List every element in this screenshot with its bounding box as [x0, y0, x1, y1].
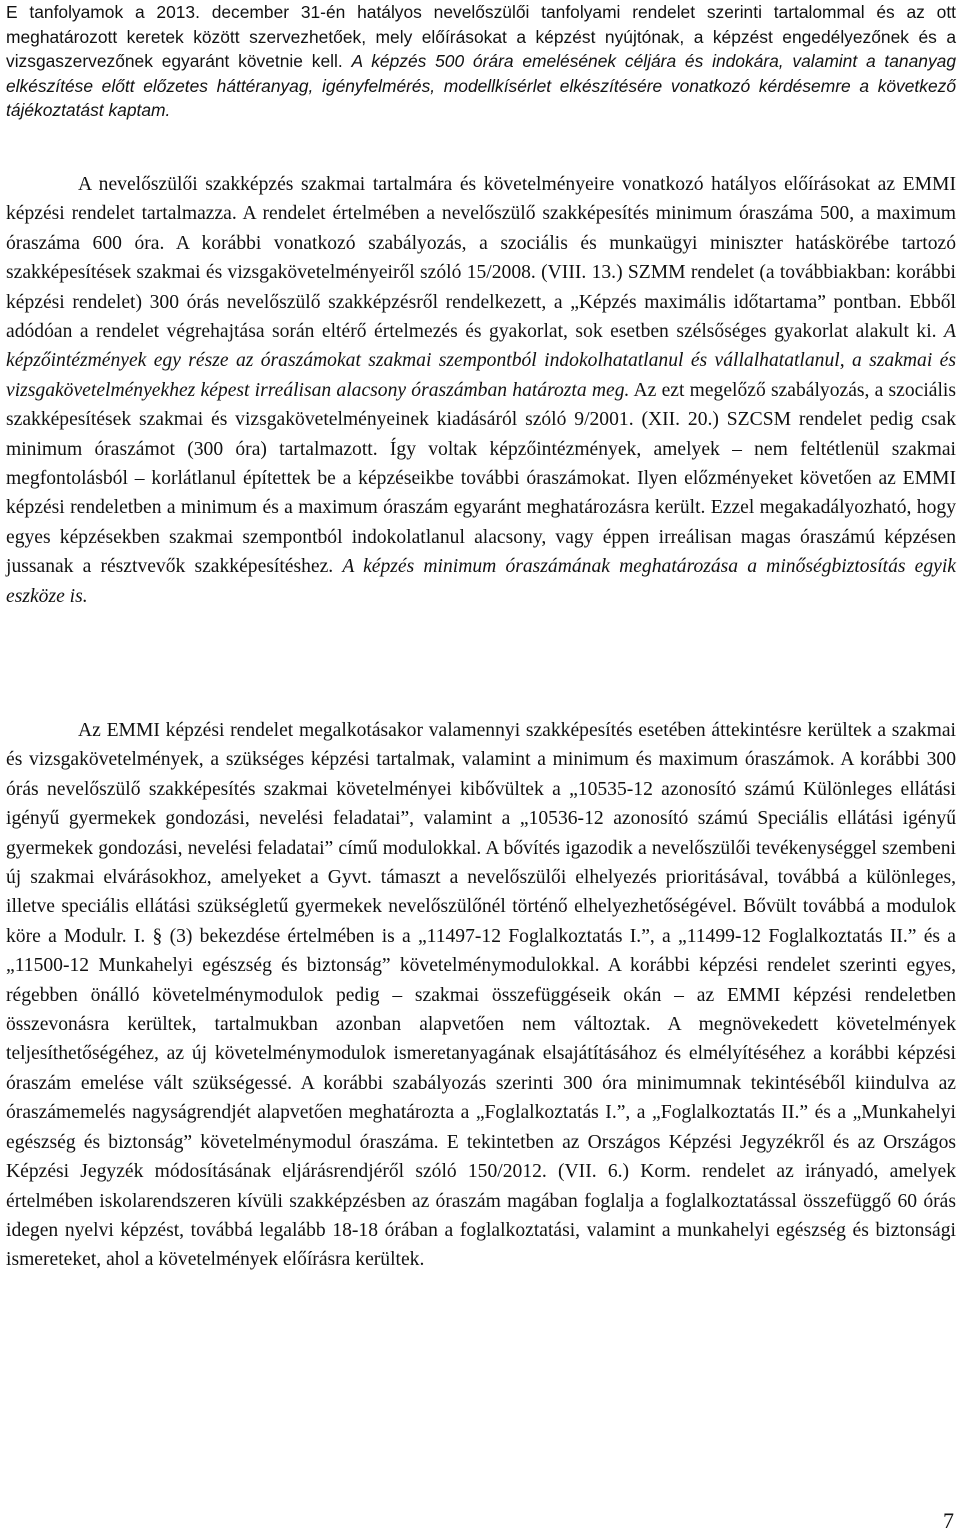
- p1-text-a: A nevelőszülői szakképzés szakmai tartalmára és követelményeire vonatkozó hatályos előírásokat az EMMI képzési rendelet tartalmazza. A rendelet értelmében a nevelőszülő szakképesítés minimum óraszáma 500, a maximum óraszáma 600 óra. A korábbi vonatkozó szabályozás, a szociális és munkaügyi miniszter hatáskörébe tartozó szakképesítések szakmai és vizsgakövetelményeiről szóló 15/2008. (VIII. 13.) SZMM rendelet (a továbbiakban: korábbi képzési rendelet) 300 órás nevelőszülő szakképzésről rendelkezett, a „Képzés maximális időtartama” pontban. Ebből adódóan a rendelet végrehajtása során eltérő értelmezés és gyakorlat, sok esetben szélsőséges gyakorlat alakult ki.: [6, 174, 956, 343]
- paragraph-hours-regulation: [6, 170, 956, 611]
- p1-italic-d: A képzés minimum óraszámának meghatározása a minőségbiztosítás egyik eszköze is.: [6, 556, 957, 607]
- p2-text: Az EMMI képzési rendelet megalkotásakor valamennyi szakképesítés esetében áttekintésre kerültek a szakmai és vizsgakövetelmények, a szükséges képzési tartalmak, valamint a minimum és maximum óraszámok. A korábbi 300 órás nevelőszülő szakképesítés szakmai követelményei kibővültek a „10535-12 azonosító számú Különleges ellátási igényű gyermekek gondozási, nevelési feladatai”, valamint a „10536-12 azonosító számú Speciális ellátási igényű gyermekek gondozási, nevelési feladatai” című modulokkal. A bővítés igazodik a nevelőszülői tevékenységgel szembeni új szakmai elvárásokhoz, amelyeket a Gyvt. támaszt a nevelőszülői elhelyezés prioritásával, továbbá a különleges, illetve speciális ellátási szükségletű gyermekek nevelőszülőnél történő elhelyezhetőségével. Bővült továbbá a modulok köre a Modulr. I. § (3) bekezdése értelmében is a „11497-12 Foglalkoztatás I.”, a „11499-12 Foglalkoztatás II.” és a „11500-12 Munkahelyi egészség és biztonság” követelménymodulokkal. A korábbi képzési rendelet szerinti egyes, régebben önálló követelménymodulok pedig – szakmai összefüggéseik okán – az EMMI képzési rendeletben összevonásra kerültek, tartalmukban azonban alapvetően nem változtak. A megnövekedett követelmények teljesíthetőségéhez, az új követelménymodulok ismeretanyagának elsajátításához és elmélyítéséhez a korábbi képzési óraszám emelése vált szükségessé. A korábbi szabályozás szerinti 300 óra minimumnak tekintéséből kiindulva az óraszámemelés nagyságrendjét alapvetően meghatározta a „Foglalkoztatás I.”, a „Foglalkoztatás II.” és a „Munkahelyi egészség és biztonság” követelménymodul óraszáma. E tekintetben az Országos Képzési Jegyzékről és az Országos Képzési Jegyzék módosításának eljárásrendjéről szóló 150/2012. (VII. 6.) Korm. rendelet az irányadó, amelyek értelmében iskolarendszeren kívüli szakképzésben az óraszám magában foglalja a foglalkoztatással összefüggő 60 órás idegen nyelvi képzést, továbbá legalább 18-18 órában a foglalkoztatási, valamint a munkahelyi egészség és biztonsági ismereteket, ahol a követelmények előírásra kerültek.: [6, 720, 956, 1271]
- intro-paragraph: [6, 0, 956, 123]
- intro-text: E tanfolyamok a 2013. december 31-én hatályos nevelőszülői tanfolyami rendelet szerinti tartalommal és az ott meghatározott keretek között szervezhetőek, mely előírásokat a képzést nyújtónak, a képzést engedélyezőnek és a vizsgaszervezőnek egyaránt követnie kell.: [6, 2, 956, 72]
- intro-question-italic: A képzés 500 órára emelésének céljára és indokára, valamint a tananyag elkészítése előtt előzetes háttéranyag, igényfelmérés, modellkísérlet elkészítésére vonatkozó kérdésemre a következő tájékoztatást kaptam.: [6, 51, 956, 121]
- page-number: 7: [943, 1508, 954, 1533]
- p1-italic-b: A képzőintézmények egy része az óraszámokat szakmai szempontból indokolhatatlanul és vállalhatatlanul, a szakmai és vizsgakövetelményekhez képest irreálisan alacsony óraszámban határozta meg.: [6, 321, 956, 401]
- p1-text-c: Az ezt megelőző szabályozás, a szociális szakképesítések szakmai és vizsgakövetelményeinek kiadásáról szóló 9/2001. (XII. 20.) SZCSM rendelet pedig csak minimum óraszámot (300 óra) tartalmazott. Így voltak képzőintézmények, amelyek – nem feltétlenül szakmai megfontolásból – korlátlanul építettek be a képzéseikbe további óraszámokat. Ilyen előzményeket követően az EMMI képzési rendeletben a minimum és a maximum óraszám egyaránt meghatározásra került. Ezzel megakadályozható, hogy egyes képzésekben szakmai szempontból indokolatlanul alacsony, vagy éppen irreálisan magas óraszámú képzésen jussanak a résztvevők szakképesítéshez.: [6, 379, 956, 578]
- paragraph-emmi-regulation: [6, 716, 956, 1275]
